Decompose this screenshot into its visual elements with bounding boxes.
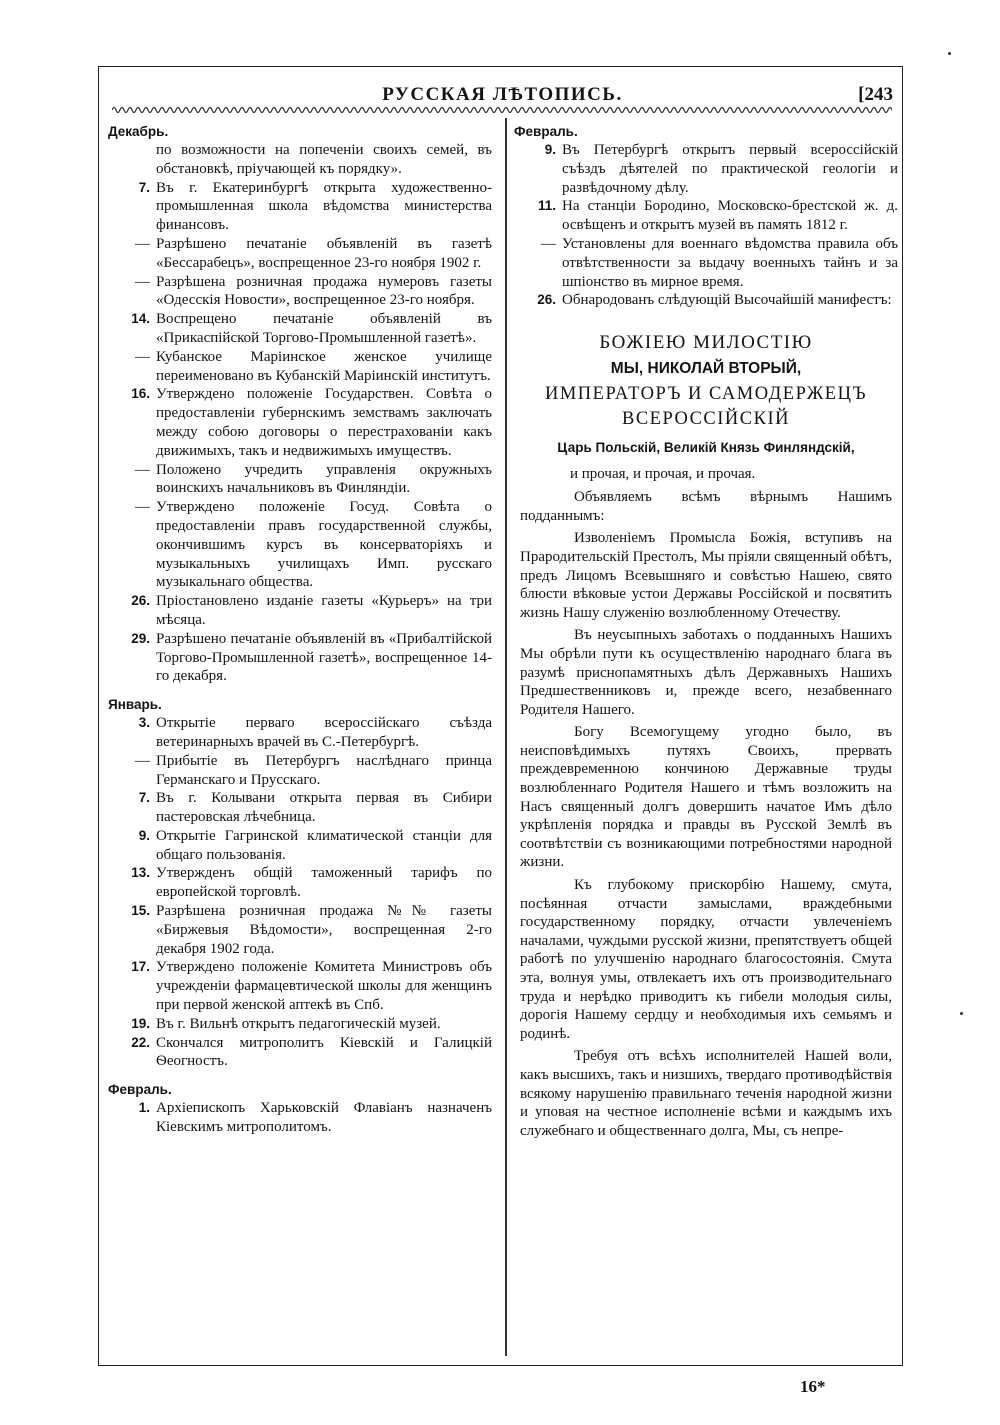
- entry-date: —: [135, 348, 150, 365]
- entry-text: Архіепископъ Харьковскій Флавіанъ назначенъ Кіевскимъ митрополитомъ.: [156, 1100, 492, 1136]
- month-heading-january: Январь.: [108, 697, 162, 713]
- entry-date: 14.: [131, 311, 150, 327]
- entry-date: —: [541, 235, 556, 252]
- list-item: [514, 291, 898, 310]
- manifesto-paragraph: Богу Всемогущему угодно было, въ неисповѣдимыхъ путяхъ Своихъ, прервать преждевременною кончиною Державные труды возлюбленнаго Родителя Нашего и тѣмъ возложить на Насъ священный долгъ довершить начатое Имъ дѣло укрѣпленія порядка и правды въ Русской Землѣ въ соотвѣтствіи съ возникающими потребностями народной жизни.: [520, 724, 892, 871]
- entry-text: Разрѣшена розничная продажа №№ газеты «Биржевыя Вѣдомости», воспрещенная 2-го декабря 1902 года.: [156, 903, 492, 957]
- list-item: [514, 141, 898, 197]
- month-heading-february-right: Февраль.: [514, 124, 578, 139]
- entry-date: 3.: [138, 715, 150, 731]
- list-item: [108, 461, 492, 499]
- manifesto-body: [514, 488, 898, 1140]
- entry-date: 7.: [138, 179, 150, 195]
- entry-text: Положено учредить управленія окружныхъ воинскихъ начальниковъ въ Финляндіи.: [156, 461, 492, 497]
- entry-text: Обнародованъ слѣдующій Высочайшій манифестъ:: [562, 292, 892, 309]
- right-column: [514, 122, 898, 1140]
- list-item: [108, 1034, 492, 1072]
- entry-text: Въ г. Екатеринбургѣ открыта художественно-промышленная школа вѣдомства министерства финансовъ.: [156, 179, 492, 234]
- manifesto-heading-etc: и прочая, и прочая, и прочая.: [570, 466, 756, 483]
- manifesto-paragraph: Въ неусыпныхъ заботахъ о подданныхъ Нашихъ Мы обрѣли пути къ осуществленію народнаго блага въ разумѣ приснопамятныхъ дѣлъ Державныхъ Нашихъ Предшественниковъ и, прежде всего, незабвеннаго Родителя Нашего.: [520, 627, 892, 718]
- page-number: [243: [858, 84, 893, 105]
- continuation-text: по возможности на попеченіи своихъ семей, въ обстановкѣ, пріучающей къ порядку».: [156, 142, 492, 177]
- entry-date: 9.: [138, 827, 150, 843]
- list-item: [108, 902, 492, 958]
- entry-text: Въ Петербургѣ открытъ первый всероссійскій съѣздъ дѣятелей по практической геологіи и развѣдочному дѣлу.: [562, 142, 898, 196]
- entry-text: Открытіе Гагринской климатической станціи для общаго пользованія.: [156, 827, 492, 863]
- manifesto-paragraph: Изволеніемъ Промысла Божія, вступивъ на Прародительскій Престолъ, Мы пріяли священный обѣтъ, предъ Лицомъ Всевышняго и совѣстью Нашею, свято блюсти вѣковые устои Державы Россійской и посвятить жизнь Нашу служенію возлюбленному Отечеству.: [520, 530, 892, 621]
- entry-date: 11.: [537, 198, 556, 214]
- entry-date: —: [135, 235, 150, 252]
- list-item: [108, 385, 492, 460]
- entry-text: Въ г. Колывани открыта первая въ Сибири пастеровская лѣчебница.: [156, 790, 492, 826]
- manifesto-heading-grace: БОЖІЕЮ МИЛОСТІЮ: [599, 332, 813, 354]
- manifesto-paragraph: Объявляемъ всѣмъ вѣрнымъ Нашимъ подданнымъ:: [520, 489, 892, 524]
- entry-text: Открытіе перваго всероссійскаго съѣзда ветеринарныхъ врачей въ С.-Петербургѣ.: [156, 715, 492, 750]
- entry-date: 16.: [131, 386, 150, 402]
- entry-date: —: [135, 273, 150, 290]
- list-item: [108, 235, 492, 273]
- entry-text: Скончался митрополитъ Кіевскій и Галицкій Ѳеогностъ.: [156, 1034, 492, 1070]
- entry-text: Утверждено положеніе Государствен. Совѣта о предоставленіи губернскимъ земствамъ заключать между собою договоры о перестрахованіи какъ движимыхъ, такъ и недвижимыхъ имуществъ.: [156, 386, 492, 459]
- column-divider: [505, 118, 507, 1356]
- entry-text: Воспрещено печатаніе объявленій въ «Прикаспійской Торгово-Промышленной газетѣ».: [156, 311, 492, 346]
- entry-text: Разрѣшена розничная продажа нумеровъ газеты «Одесскія Новости», воспрещенное 23-го ноября.: [156, 273, 492, 309]
- list-item: [108, 827, 492, 865]
- list-item: [108, 179, 492, 235]
- manifesto-heading-titles: Царь Польскій, Великій Князь Финляндскій,: [557, 440, 855, 456]
- entry-date: —: [135, 461, 150, 478]
- entry-date: 13.: [131, 865, 150, 881]
- list-item: [108, 310, 492, 348]
- entry-text: Утверждено положеніе Госуд. Совѣта о предоставленіи правъ государственной службы, окончившимъ курсъ въ консерваторіяхъ и музыкальныхъ училищахъ Имп. русскаго музыкальнаго общества.: [156, 499, 492, 591]
- entry-date: 26.: [537, 292, 556, 308]
- december-entries: [108, 179, 492, 687]
- list-item: [108, 273, 492, 311]
- entry-date: 22.: [131, 1034, 150, 1050]
- list-item: [108, 752, 492, 790]
- entry-date: 17.: [131, 959, 150, 975]
- list-item: [108, 1015, 492, 1034]
- print-speck: [960, 1012, 963, 1015]
- entry-text: Утвержденъ общій таможенный тарифъ по европейской торговлѣ.: [156, 865, 492, 901]
- list-item: [108, 630, 492, 686]
- entry-date: 9.: [544, 142, 556, 157]
- entry-text: На станціи Бородино, Московско-брестской ж. д. освѣщенъ и открытъ музей въ память 1812 г.: [562, 198, 898, 234]
- month-heading-december: Декабрь.: [108, 124, 169, 139]
- entry-date: 1.: [138, 1100, 150, 1116]
- manifesto-paragraph: Требуя отъ всѣхъ исполнителей Нашей воли, какъ высшихъ, такъ и низшихъ, твердаго противодѣйствія всякому нарушенію правильнаго теченія народной жизни и уповая на честное исполненіе всѣми и каждымъ ихъ служебнаго и общественнаго долга, Мы, съ непре-: [520, 1048, 892, 1139]
- manifesto-heading-emperor: ИМПЕРАТОРЪ И САМОДЕРЖЕЦЪ ВСЕРОССІЙСКІЙ: [544, 384, 868, 430]
- print-speck: [948, 52, 951, 55]
- manifesto-paragraph: Къ глубокому прискорбію Нашему, смута, посѣянная отчасти замыслами, враждебными государственному порядку, отчасти увлеченіемъ началами, чуждыми русской жизни, препятствуетъ общей работѣ по улучшенію народнаго благосостоянія. Смута эта, волнуя умы, отвлекаетъ ихъ отъ производительнаго труда и нерѣдко приводитъ къ гибели молодыя силы, дорогія Нашему сердцу и необходимыя ихъ семьямъ и родинѣ.: [520, 877, 892, 1042]
- list-item: [108, 348, 492, 386]
- entry-date: 7.: [138, 790, 150, 806]
- entry-text: Пріостановлено изданіе газеты «Курьеръ» на три мѣсяца.: [156, 593, 492, 628]
- entry-text: Кубанское Маріинское женское училище переименовано въ Кубанскій Маріинскій институтъ.: [156, 348, 492, 384]
- list-item: [108, 714, 492, 752]
- entry-text: Установлены для военнаго вѣдомства правила объ отвѣтственности за выдачу военныхъ тайнъ и за шпіонство въ мирное время.: [562, 235, 898, 290]
- entry-date: —: [135, 499, 150, 516]
- entry-text: Утверждено положеніе Комитета Министровъ объ учрежденіи фармацевтической школы для женщинъ при первой женской аптекѣ въ Спб.: [156, 959, 492, 1014]
- entry-text: Прибытіе въ Петербургъ наслѣднаго принца Германскаго и Прусскаго.: [156, 752, 492, 788]
- list-item: [108, 498, 492, 592]
- manifesto-heading-name: МЫ, НИКОЛАЙ ВТОРЫЙ,: [610, 360, 802, 378]
- list-item: [108, 789, 492, 827]
- list-item: [108, 592, 492, 630]
- list-item: [108, 958, 492, 1014]
- month-heading-february: Февраль.: [108, 1082, 172, 1098]
- entry-date: 15.: [131, 903, 150, 919]
- list-item: [108, 1099, 492, 1137]
- signature-mark: 16*: [800, 1377, 826, 1396]
- list-item: [108, 864, 492, 902]
- february-entries: [108, 1099, 492, 1137]
- wavy-rule: [112, 104, 892, 116]
- entry-text: Разрѣшено печатаніе объявленій въ «Прибалтійской Торгово-Промышленной газетѣ», воспрещенное 14-го декабря.: [156, 630, 492, 685]
- list-item: [514, 235, 898, 291]
- entry-date: —: [135, 752, 150, 769]
- left-column: [108, 122, 492, 1137]
- entry-date: 29.: [131, 630, 150, 646]
- list-item: [514, 197, 898, 235]
- entry-text: Въ г. Вильнѣ открытъ педагогическій музей.: [156, 1015, 441, 1032]
- entry-date: 19.: [131, 1015, 150, 1031]
- january-entries: [108, 714, 492, 1071]
- journal-title: РУССКАЯ ЛѢТОПИСЬ.: [382, 84, 623, 105]
- february-entries-right: [514, 141, 898, 310]
- entry-date: 26.: [131, 593, 150, 609]
- entry-text: Разрѣшено печатаніе объявленій въ газетѣ «Бессарабецъ», воспрещенное 23-го ноября 1902 г.: [156, 235, 492, 271]
